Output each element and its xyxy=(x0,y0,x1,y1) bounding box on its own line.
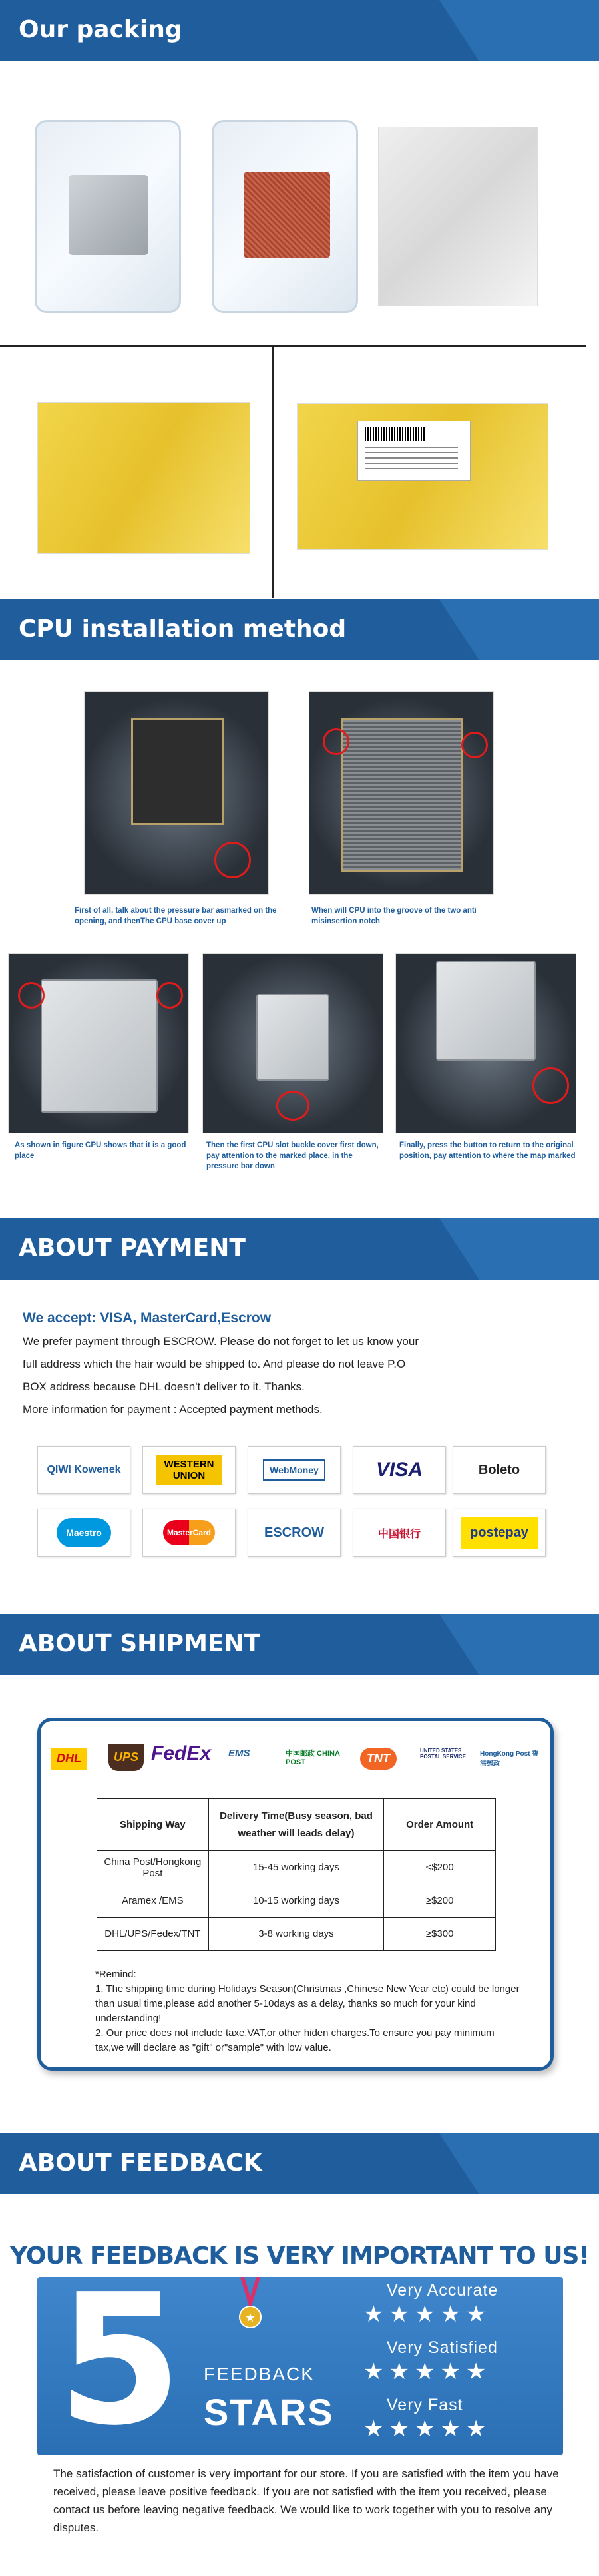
rating-label: Very Accurate xyxy=(387,2281,499,2300)
china-post-logo: 中国邮政 CHINA POST xyxy=(286,1750,340,1766)
medal-icon xyxy=(237,2277,264,2330)
install-step-3-photo xyxy=(8,953,189,1133)
hongkong-post-logo: HongKong Post 香港郵政 xyxy=(480,1750,539,1768)
remind-title: *Remind: xyxy=(95,1969,136,1980)
shipping-remind xyxy=(95,1967,521,2055)
star-rating-row: ★★★★★ xyxy=(363,2416,492,2442)
shipping-info-card xyxy=(37,1718,554,2071)
column-header: Shipping Way xyxy=(97,1799,209,1851)
boleto-logo: Boleto xyxy=(453,1446,546,1494)
table-cell: 10-15 working days xyxy=(208,1884,384,1918)
star-rating-row: ★★★★★ xyxy=(363,2359,492,2384)
feedback-heading: YOUR FEEDBACK IS VERY IMPORTANT TO US! xyxy=(10,2242,589,2270)
table-row xyxy=(97,1884,496,1918)
section-banner-payment xyxy=(0,1218,599,1280)
escrow-logo: ESCROW xyxy=(248,1509,341,1557)
install-caption-2: When will CPU into the groove of the two anti misinsertion notch xyxy=(311,907,477,925)
dhl-logo: DHL xyxy=(51,1748,87,1770)
padded-envelope-photo xyxy=(37,402,250,554)
shipping-table xyxy=(97,1798,496,1951)
stars-word: STARS xyxy=(204,2391,334,2433)
five-numeral: 5 xyxy=(57,2255,182,2465)
qiwi-logo: QIWI Kowenek xyxy=(37,1446,130,1494)
table-cell: DHL/UPS/Fedex/TNT xyxy=(97,1918,209,1951)
star-rating-row: ★★★★★ xyxy=(363,2302,492,2327)
remind-item: 1. The shipping time during Holidays Season(Christmas ,Chinese New Year etc) could be longer than usual time,please add another 5-10days as a delay, thanks so much for your kind understanding! xyxy=(95,1983,520,2024)
remind-item: 2. Our price does not include taxe,VAT,or other hiden charges.To ensure you pay minimum tax,we will declare as "gift" or"sample" with low value. xyxy=(95,2027,495,2053)
tnt-logo: TNT xyxy=(360,1748,397,1770)
section-banner-feedback xyxy=(0,2133,599,2194)
ems-logo: EMS xyxy=(228,1748,250,1759)
svg-text:★: ★ xyxy=(244,2311,256,2324)
mastercard-logo: MasterCard xyxy=(142,1509,236,1557)
section-banner-installation xyxy=(0,599,599,660)
accepted-payments-heading: We accept: VISA, MasterCard,Escrow xyxy=(23,1310,272,1326)
install-caption-5: Finally, press the button to return to the original position, pay attention to where the map marked xyxy=(399,1141,576,1160)
table-cell: China Post/Hongkong Post xyxy=(97,1851,209,1884)
install-step-4-photo xyxy=(202,953,383,1133)
install-step-1-photo xyxy=(84,691,269,895)
table-cell: 3-8 working days xyxy=(208,1918,384,1951)
payment-text-line: We prefer payment through ESCROW. Please do not forget to let us know your xyxy=(23,1335,419,1348)
ups-logo: UPS xyxy=(108,1744,144,1771)
anti-static-bag-photo xyxy=(378,127,538,306)
section-title: ABOUT FEEDBACK xyxy=(19,2149,262,2177)
install-caption-3: As shown in figure CPU shows that it is a good place xyxy=(15,1141,186,1160)
table-row xyxy=(97,1918,496,1951)
webmoney-logo: WebMoney xyxy=(248,1446,341,1494)
column-header: Order Amount xyxy=(384,1799,496,1851)
cpu-tray-back-photo xyxy=(212,120,358,313)
section-banner-shipment xyxy=(0,1614,599,1675)
section-title: CPU installation method xyxy=(19,615,347,643)
bank-of-china-logo: 中国银行 xyxy=(353,1509,446,1557)
five-star-feedback-banner xyxy=(37,2255,563,2465)
western-union-logo: WESTERN UNION xyxy=(142,1446,236,1494)
payment-text-line: More information for payment : Accepted payment methods. xyxy=(23,1403,323,1416)
table-cell: 15-45 working days xyxy=(208,1851,384,1884)
postepay-logo: postepay xyxy=(453,1509,546,1557)
table-cell: <$200 xyxy=(384,1851,496,1884)
divider xyxy=(272,345,274,598)
feedback-word: FEEDBACK xyxy=(204,2364,315,2384)
table-cell: ≥$200 xyxy=(384,1884,496,1918)
cpu-in-tray-photo xyxy=(35,120,181,313)
feedback-text: The satisfaction of customer is very important for our store. If you are satisfied with the item you have received, please leave positive feedback. If you are not satisfied with the item you received, please contact us before leaving negative feedback. We would like to work together with you to resolve any disputes. xyxy=(53,2467,559,2534)
column-header: Delivery Time(Busy season, bad weather will leads delay) xyxy=(208,1799,384,1851)
table-row xyxy=(97,1851,496,1884)
section-banner-packing xyxy=(0,0,599,61)
table-cell: Aramex /EMS xyxy=(97,1884,209,1918)
rating-label: Very Fast xyxy=(387,2396,463,2414)
payment-text-line: full address which the hair would be shipped to. And please do not leave P.O xyxy=(23,1358,406,1370)
rating-label: Very Satisfied xyxy=(387,2338,498,2357)
table-header-row xyxy=(97,1799,496,1851)
install-caption-4: Then the first CPU slot buckle cover first down, pay attention to the marked place, in the pressure bar down xyxy=(206,1141,379,1170)
table-cell: ≥$300 xyxy=(384,1918,496,1951)
install-step-2-photo xyxy=(309,691,494,895)
divider xyxy=(0,345,586,347)
install-caption-1: First of all, talk about the pressure bar asmarked on the opening, and thenThe CPU base cover up xyxy=(75,907,277,925)
install-step-5-photo xyxy=(395,953,576,1133)
section-title: Our packing xyxy=(19,16,182,43)
maestro-logo: Maestro xyxy=(37,1509,130,1557)
payment-text-line: BOX address because DHL doesn't deliver to it. Thanks. xyxy=(23,1380,305,1393)
section-title: ABOUT SHIPMENT xyxy=(19,1630,261,1657)
usps-logo: UNITED STATES POSTAL SERVICE xyxy=(420,1748,466,1760)
fedex-logo: FedEx xyxy=(151,1742,212,1764)
section-title: ABOUT PAYMENT xyxy=(19,1234,246,1262)
visa-logo: VISA xyxy=(353,1446,446,1494)
shipping-label-envelope-photo xyxy=(297,403,548,550)
